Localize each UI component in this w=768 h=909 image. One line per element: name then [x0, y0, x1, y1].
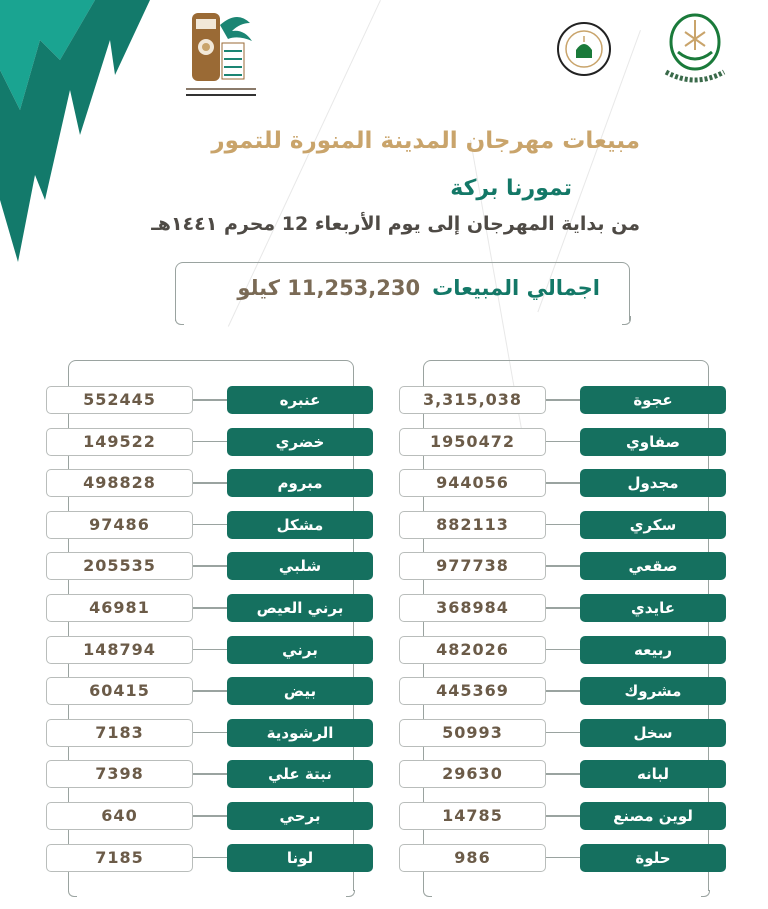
connector-line	[193, 732, 227, 734]
date-variety-label: الرشودية	[227, 719, 373, 747]
sales-value: 60415	[46, 677, 193, 705]
table-row	[399, 428, 726, 456]
connector-line	[546, 524, 580, 526]
date-variety-label: عجوة	[580, 386, 726, 414]
table-row	[46, 802, 373, 830]
table-row	[399, 760, 726, 788]
connector-line	[546, 690, 580, 692]
table-row	[399, 844, 726, 872]
date-variety-label: شلبي	[227, 552, 373, 580]
page-title: مبيعات مهرجان المدينة المنورة للتمور	[211, 128, 640, 154]
table-row	[46, 428, 373, 456]
date-range: من بداية المهرجان إلى يوم الأربعاء 12 محرم ١٤٤١هـ	[151, 213, 640, 235]
sales-value: 882113	[399, 511, 546, 539]
sales-value: 368984	[399, 594, 546, 622]
connector-line	[193, 524, 227, 526]
madinah-region-emblem	[556, 12, 612, 86]
sales-value: 205535	[46, 552, 193, 580]
sales-value: 445369	[399, 677, 546, 705]
table-row	[399, 552, 726, 580]
date-variety-label: مشكل	[227, 511, 373, 539]
date-variety-label: برني العيص	[227, 594, 373, 622]
table-row	[46, 386, 373, 414]
date-variety-label: صقعي	[580, 552, 726, 580]
connector-line	[193, 482, 227, 484]
connector-line	[193, 399, 227, 401]
sales-value: 50993	[399, 719, 546, 747]
sales-value: 7398	[46, 760, 193, 788]
date-variety-label: لونا	[227, 844, 373, 872]
table-row	[399, 469, 726, 497]
date-variety-label: سكري	[580, 511, 726, 539]
sales-value: 977738	[399, 552, 546, 580]
table-row	[46, 677, 373, 705]
page-subtitle: تمورنا بركة	[450, 176, 572, 201]
date-variety-label: مشروك	[580, 677, 726, 705]
sales-value: 552445	[46, 386, 193, 414]
sales-value: 46981	[46, 594, 193, 622]
date-variety-label: مبروم	[227, 469, 373, 497]
connector-line	[546, 565, 580, 567]
sales-value: 3,315,038	[399, 386, 546, 414]
sales-value: 7185	[46, 844, 193, 872]
table-row	[399, 802, 726, 830]
table-row	[399, 719, 726, 747]
sales-value: 149522	[46, 428, 193, 456]
table-row	[46, 844, 373, 872]
table-row	[46, 760, 373, 788]
date-variety-label: ربيعه	[580, 636, 726, 664]
connector-line	[193, 857, 227, 859]
connector-line	[546, 649, 580, 651]
sales-value: 640	[46, 802, 193, 830]
table-row	[399, 386, 726, 414]
connector-line	[546, 441, 580, 443]
table-row	[46, 469, 373, 497]
sales-value: 1950472	[399, 428, 546, 456]
connector-line	[546, 732, 580, 734]
date-variety-label: عايدي	[580, 594, 726, 622]
sales-value: 14785	[399, 802, 546, 830]
sales-value: 498828	[46, 469, 193, 497]
table-row	[46, 594, 373, 622]
date-variety-label: لوين مصنع	[580, 802, 726, 830]
sales-value: 944056	[399, 469, 546, 497]
connector-line	[193, 607, 227, 609]
table-row	[399, 594, 726, 622]
sales-value: 986	[399, 844, 546, 872]
table-row	[46, 552, 373, 580]
date-variety-label: سخل	[580, 719, 726, 747]
connector-line	[193, 441, 227, 443]
date-variety-label: بيض	[227, 677, 373, 705]
date-variety-label: برحي	[227, 802, 373, 830]
saudi-emblem	[660, 10, 730, 90]
date-variety-label: صفاوي	[580, 428, 726, 456]
date-variety-label: حلوة	[580, 844, 726, 872]
table-row	[399, 677, 726, 705]
table-row	[46, 511, 373, 539]
date-variety-label: مجدول	[580, 469, 726, 497]
connector-line	[546, 399, 580, 401]
table-row	[399, 511, 726, 539]
sales-value: 29630	[399, 760, 546, 788]
connector-line	[546, 857, 580, 859]
connector-line	[546, 607, 580, 609]
table-row	[46, 719, 373, 747]
total-value: 11,253,230 كيلو	[237, 276, 421, 300]
connector-line	[193, 815, 227, 817]
connector-line	[193, 690, 227, 692]
table-row	[46, 636, 373, 664]
sales-value: 148794	[46, 636, 193, 664]
connector-line	[546, 815, 580, 817]
connector-line	[193, 565, 227, 567]
sales-value: 482026	[399, 636, 546, 664]
date-variety-label: لبانه	[580, 760, 726, 788]
connector-line	[546, 482, 580, 484]
date-variety-label: عنبره	[227, 386, 373, 414]
date-variety-label: نبتة علي	[227, 760, 373, 788]
date-variety-label: خضري	[227, 428, 373, 456]
connector-line	[193, 649, 227, 651]
date-variety-label: برني	[227, 636, 373, 664]
table-row	[399, 636, 726, 664]
sales-value: 7183	[46, 719, 193, 747]
total-label: اجمالي المبيعات	[432, 276, 600, 300]
sales-value: 97486	[46, 511, 193, 539]
madinah-dates-festival-logo	[182, 5, 262, 101]
total-sales	[175, 276, 600, 300]
connector-line	[546, 773, 580, 775]
connector-line	[193, 773, 227, 775]
